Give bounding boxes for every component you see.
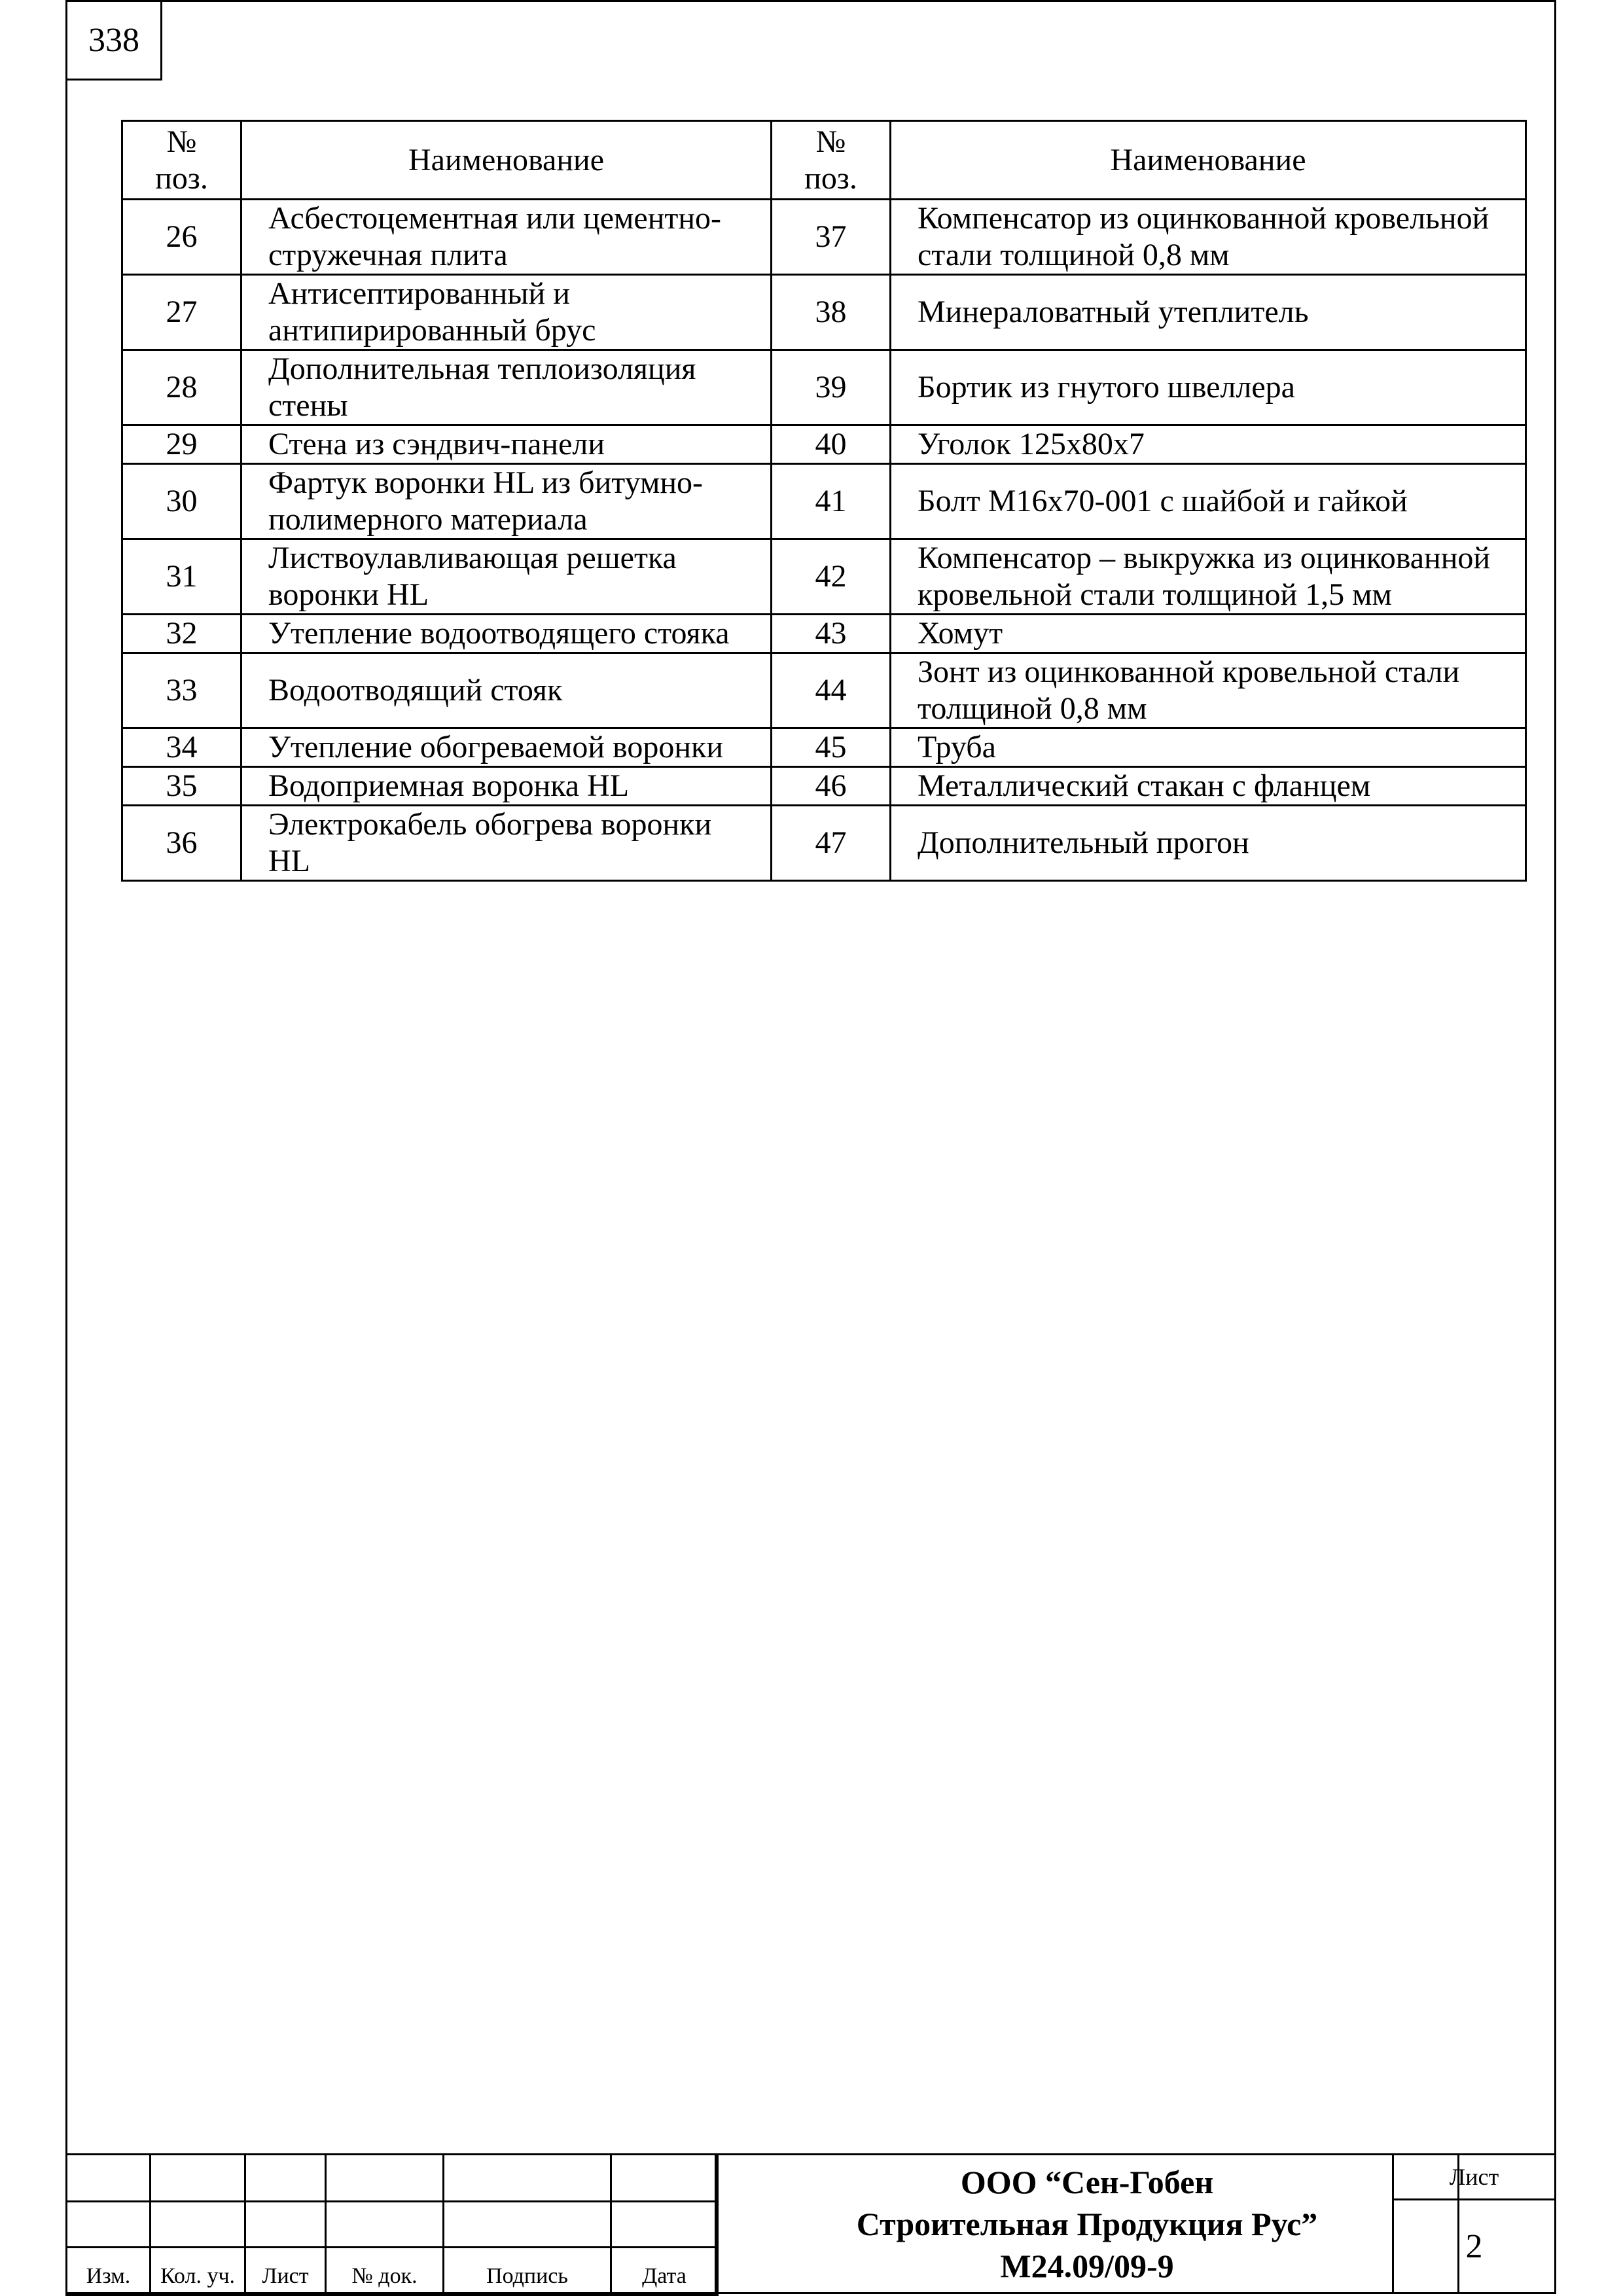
cell-name-left: Антисептированный и антипирированный брус <box>241 275 772 350</box>
cell-pos-right: 45 <box>772 728 891 767</box>
specification-table <box>121 120 1527 882</box>
cell-pos-right: 42 <box>772 539 891 615</box>
cell-pos-right: 38 <box>772 275 891 350</box>
cell-pos-left: 35 <box>122 767 241 806</box>
organization-line-1: ООО “Сен-Гобен <box>960 2163 1214 2200</box>
table-row <box>122 350 1526 425</box>
col-list: Лист <box>245 2248 326 2295</box>
cell-name-left: Фартук воронки HL из битумно-полимерного материала <box>241 464 772 539</box>
table-row <box>122 464 1526 539</box>
cell-name-right: Труба <box>891 728 1526 767</box>
cell-pos-right: 43 <box>772 615 891 653</box>
cell-name-left: Асбестоцементная или цементно-стружечная плита <box>241 200 772 275</box>
table-header-row <box>122 121 1526 200</box>
cell-name-left: Утепление водоотводящего стояка <box>241 615 772 653</box>
table-row <box>122 200 1526 275</box>
cell-pos-right: 40 <box>772 425 891 464</box>
cell-pos-left: 36 <box>122 806 241 881</box>
title-block-main <box>715 2153 1459 2294</box>
table-row <box>122 806 1526 881</box>
col-date: Дата <box>611 2248 718 2295</box>
col-doc-no: № док. <box>326 2248 444 2295</box>
cell-pos-right: 44 <box>772 653 891 728</box>
cell-name-right: Компенсатор из оцинкованной кровельной стали толщиной 0,8 мм <box>891 200 1526 275</box>
cell-name-left: Дополнительная теплоизоляция стены <box>241 350 772 425</box>
cell-name-right: Металлический стакан с фланцем <box>891 767 1526 806</box>
cell-pos-left: 32 <box>122 615 241 653</box>
cell-name-left: Водоотводящий стояк <box>241 653 772 728</box>
col-signature: Подпись <box>444 2248 611 2295</box>
page-number: 338 <box>65 0 162 81</box>
cell-pos-right: 46 <box>772 767 891 806</box>
cell-name-left: Стена из сэндвич-панели <box>241 425 772 464</box>
table-row <box>122 275 1526 350</box>
cell-pos-left: 28 <box>122 350 241 425</box>
cell-name-right: Хомут <box>891 615 1526 653</box>
cell-name-left: Утепление обогреваемой воронки <box>241 728 772 767</box>
col-kol-uch: Кол. уч. <box>151 2248 245 2295</box>
cell-pos-left: 31 <box>122 539 241 615</box>
cell-pos-left: 29 <box>122 425 241 464</box>
cell-name-right: Уголок 125х80х7 <box>891 425 1526 464</box>
header-pos-right: № поз. <box>772 121 891 200</box>
cell-name-right: Болт М16х70-001 с шайбой и гайкой <box>891 464 1526 539</box>
header-name-left: Наименование <box>241 121 772 200</box>
table-row <box>122 653 1526 728</box>
cell-name-right: Бортик из гнутого швеллера <box>891 350 1526 425</box>
col-izm: Изм. <box>67 2248 151 2295</box>
table-row <box>122 728 1526 767</box>
document-code: М24.09/09-9 <box>1000 2247 1174 2284</box>
header-name-right: Наименование <box>891 121 1526 200</box>
sheet-label: Лист <box>1392 2153 1556 2200</box>
cell-pos-right: 37 <box>772 200 891 275</box>
header-pos-left: № поз. <box>122 121 241 200</box>
table-row <box>122 539 1526 615</box>
cell-pos-left: 26 <box>122 200 241 275</box>
cell-pos-left: 34 <box>122 728 241 767</box>
cell-name-left: Водоприемная воронка HL <box>241 767 772 806</box>
cell-pos-right: 47 <box>772 806 891 881</box>
table-row <box>122 425 1526 464</box>
title-block <box>65 2153 1556 2294</box>
cell-pos-left: 33 <box>122 653 241 728</box>
frame-top-line <box>65 0 1556 2</box>
revision-grid <box>65 2153 719 2296</box>
cell-pos-right: 41 <box>772 464 891 539</box>
table-row <box>122 767 1526 806</box>
cell-name-right: Дополнительный прогон <box>891 806 1526 881</box>
cell-name-right: Зонт из оцинкованной кровельной стали толщиной 0,8 мм <box>891 653 1526 728</box>
table-row <box>122 615 1526 653</box>
cell-pos-left: 30 <box>122 464 241 539</box>
cell-pos-right: 39 <box>772 350 891 425</box>
cell-name-left: Листвоулавливающая решетка воронки HL <box>241 539 772 615</box>
cell-name-right: Минераловатный утеплитель <box>891 275 1526 350</box>
cell-pos-left: 27 <box>122 275 241 350</box>
cell-name-left: Электрокабель обогрева воронки HL <box>241 806 772 881</box>
sheet-number: 2 <box>1392 2198 1556 2294</box>
cell-name-right: Компенсатор – выкружка из оцинкованной кровельной стали толщиной 1,5 мм <box>891 539 1526 615</box>
organization-line-2: Строительная Продукция Рус” <box>856 2205 1318 2242</box>
